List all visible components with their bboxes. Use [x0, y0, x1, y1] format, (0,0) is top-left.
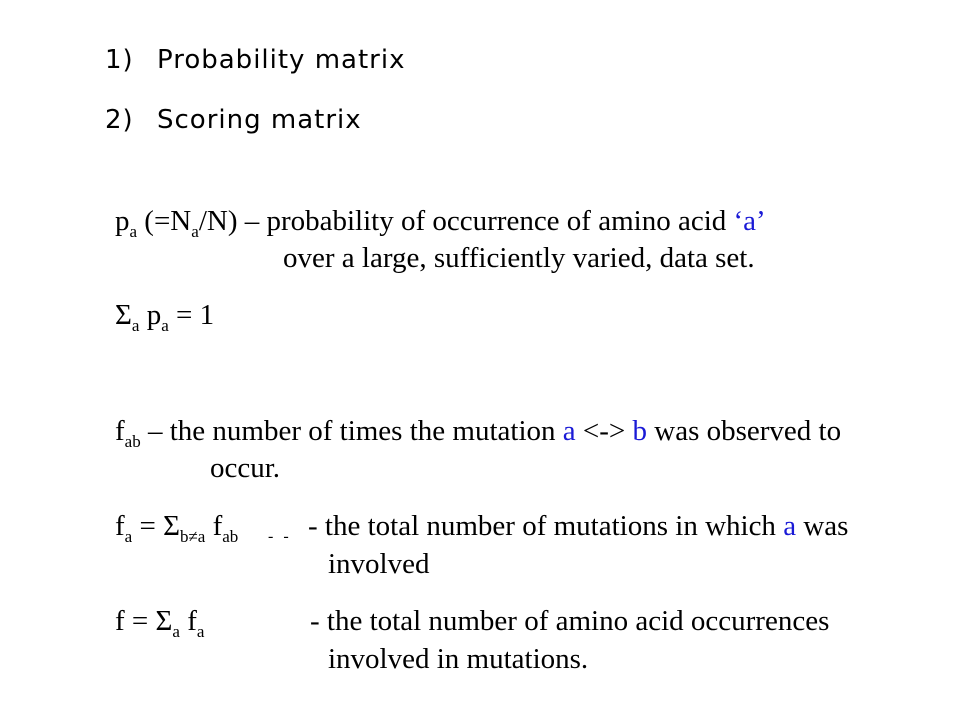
list-text-1: Probability matrix	[157, 45, 406, 75]
sum-equation: $\Sigma_a$ $p_a = 1$	[115, 299, 215, 335]
list-number-1: 1)	[105, 45, 134, 75]
f-description: - the total number of amino acid occurrences	[310, 605, 830, 637]
fab-definition: $f_{ab}$ – the number of times the mutation a <-> b was observed to	[115, 415, 842, 451]
dash-separator: - -	[268, 528, 292, 545]
fa-description: - the total number of mutations in which a was	[308, 510, 849, 542]
pa-definition: $p_a$ $(=N_a/N)$ – probability of occurrence of amino acid ‘a’	[115, 205, 766, 241]
list-item-1	[105, 45, 505, 77]
fab-definition-line2: occur.	[210, 452, 281, 484]
f-description-line2: involved in mutations.	[328, 643, 589, 675]
pa-definition-line2: over a large, sufficiently varied, data set.	[283, 242, 755, 274]
f-equation: $f = \Sigma_a$ $f_a$	[115, 605, 205, 641]
highlight-a: a	[562, 415, 576, 447]
highlight-b: b	[632, 415, 647, 447]
fa-equation: $f_a = \Sigma_{b\ne a}$ $f_{ab}$	[115, 510, 239, 546]
list-number-2: 2)	[105, 105, 134, 135]
fa-description-line2: involved	[328, 548, 430, 580]
highlight-a: ‘a’	[733, 205, 766, 237]
highlight-a: a	[783, 510, 797, 542]
list-item-2	[105, 105, 505, 137]
list-text-2: Scoring matrix	[157, 105, 362, 135]
